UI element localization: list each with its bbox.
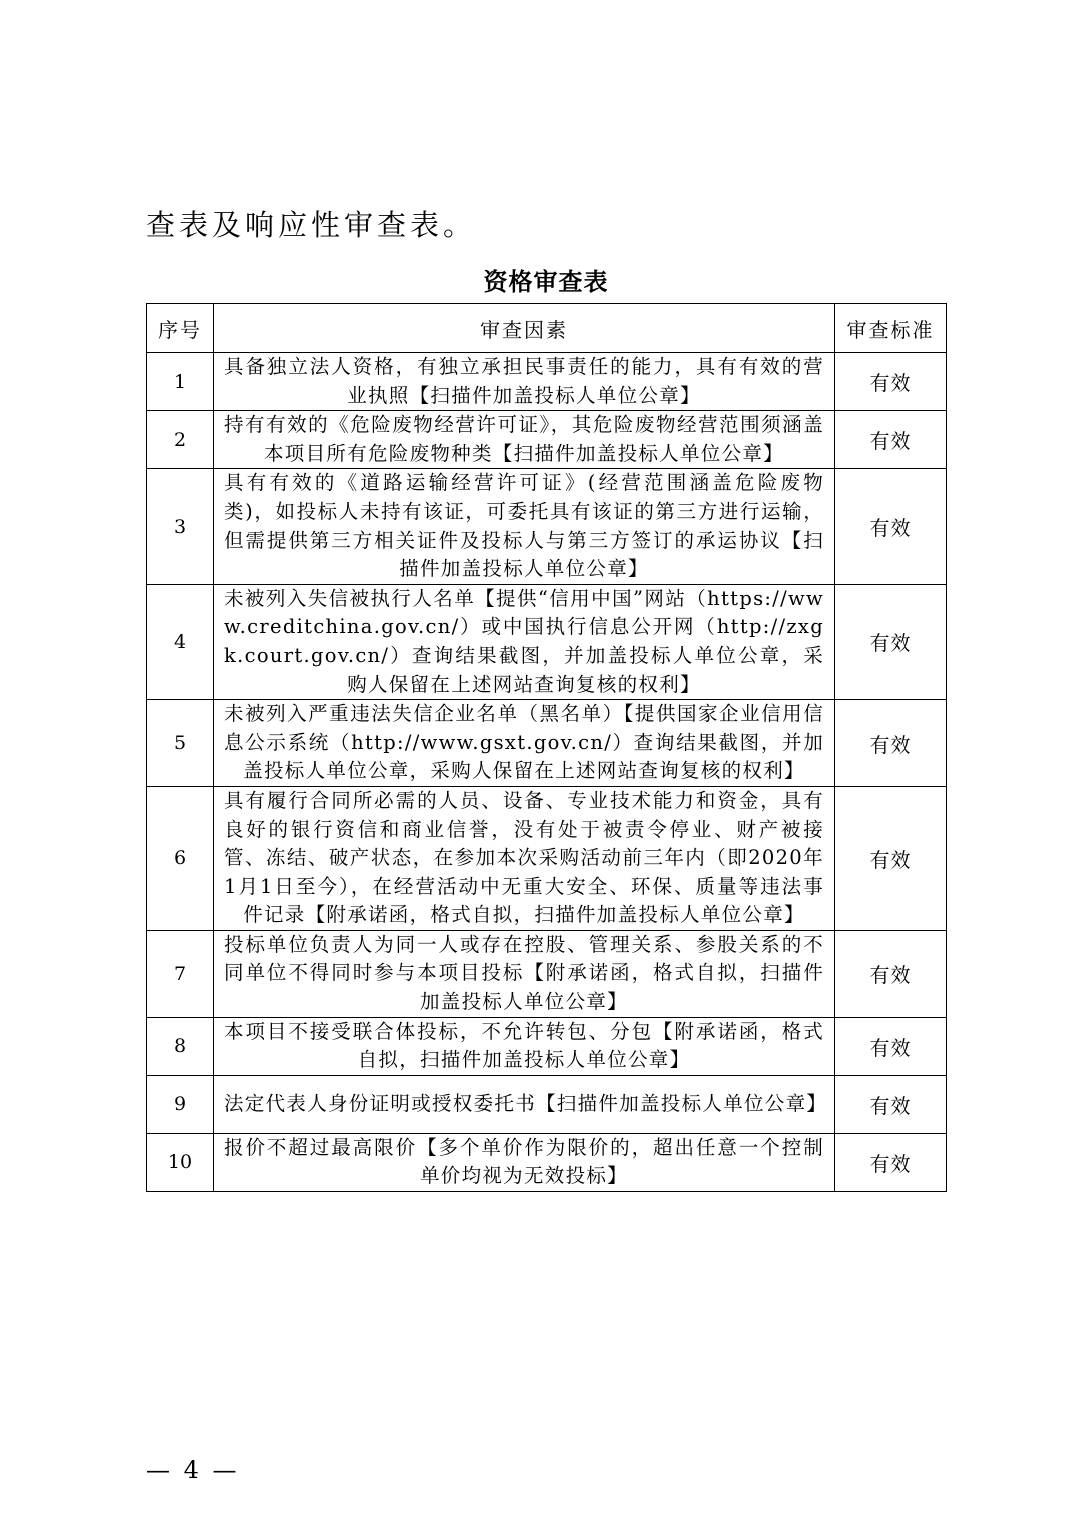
row-factor: 报价不超过最高限价【多个单价作为限价的，超出任意一个控制单价均视为无效投标】 [214, 1133, 835, 1191]
table-row [147, 584, 947, 699]
row-standard: 有效 [835, 1017, 947, 1075]
table-row [147, 411, 947, 469]
row-number: 6 [147, 786, 214, 930]
row-number: 8 [147, 1017, 214, 1075]
table-row [147, 1075, 947, 1133]
table-row [147, 930, 947, 1017]
table-title: 资格审查表 [483, 268, 609, 296]
row-standard: 有效 [835, 1133, 947, 1191]
row-standard: 有效 [835, 786, 947, 930]
table-row [147, 469, 947, 584]
page-number: — 4 — [146, 1456, 240, 1484]
row-number: 4 [147, 584, 214, 699]
intro-text: 查表及响应性审查表。 [146, 208, 477, 242]
header-factor: 审查因素 [214, 304, 835, 353]
row-number: 1 [147, 353, 214, 411]
row-factor: 本项目不接受联合体投标，不允许转包、分包【附承诺函，格式自拟，扫描件加盖投标人单位公章】 [214, 1017, 835, 1075]
row-number: 2 [147, 411, 214, 469]
row-factor: 投标单位负责人为同一人或存在控股、管理关系、参股关系的不同单位不得同时参与本项目投标【附承诺函，格式自拟，扫描件加盖投标人单位公章】 [214, 930, 835, 1017]
table-row [147, 786, 947, 930]
row-standard: 有效 [835, 353, 947, 411]
table-row [147, 1133, 947, 1191]
table-row [147, 353, 947, 411]
row-number: 10 [147, 1133, 214, 1191]
row-standard: 有效 [835, 1075, 947, 1133]
row-factor: 持有有效的《危险废物经营许可证》，其危险废物经营范围须涵盖本项目所有危险废物种类【扫描件加盖投标人单位公章】 [214, 411, 835, 469]
row-standard: 有效 [835, 700, 947, 787]
table-row [147, 1017, 947, 1075]
row-standard: 有效 [835, 469, 947, 584]
row-factor: 法定代表人身份证明或授权委托书【扫描件加盖投标人单位公章】 [214, 1075, 835, 1133]
row-standard: 有效 [835, 411, 947, 469]
qualification-review-table [146, 303, 947, 1192]
row-factor: 具有有效的《道路运输经营许可证》(经营范围涵盖危险废物类)，如投标人未持有该证，可委托具有该证的第三方进行运输，但需提供第三方相关证件及投标人与第三方签订的承运协议【扫描件加盖投标人单位公章】 [214, 469, 835, 584]
header-standard: 审查标准 [835, 304, 947, 353]
row-factor: 具有履行合同所必需的人员、设备、专业技术能力和资金，具有良好的银行资信和商业信誉，没有处于被责令停业、财产被接管、冻结、破产状态，在参加本次采购活动前三年内（即2020年1月1日至今），在经营活动中无重大安全、环保、质量等违法事件记录【附承诺函，格式自拟，扫描件加盖投标人单位公章】 [214, 786, 835, 930]
header-no: 序号 [147, 304, 214, 353]
row-number: 3 [147, 469, 214, 584]
row-standard: 有效 [835, 584, 947, 699]
row-number: 7 [147, 930, 214, 1017]
row-factor: 未被列入失信被执行人名单【提供“信用中国”网站（https://www.creditchina.gov.cn/）或中国执行信息公开网（http://zxgk.court.gov.cn/）查询结果截图，并加盖投标人单位公章，采购人保留在上述网站查询复核的权利】 [214, 584, 835, 699]
table-header-row [147, 304, 947, 353]
row-standard: 有效 [835, 930, 947, 1017]
row-number: 9 [147, 1075, 214, 1133]
row-number: 5 [147, 700, 214, 787]
row-factor: 未被列入严重违法失信企业名单（黑名单）【提供国家企业信用信息公示系统（http://www.gsxt.gov.cn/）查询结果截图，并加盖投标人单位公章，采购人保留在上述网站查询复核的权利】 [214, 700, 835, 787]
table-row [147, 700, 947, 787]
row-factor: 具备独立法人资格，有独立承担民事责任的能力，具有有效的营业执照【扫描件加盖投标人单位公章】 [214, 353, 835, 411]
